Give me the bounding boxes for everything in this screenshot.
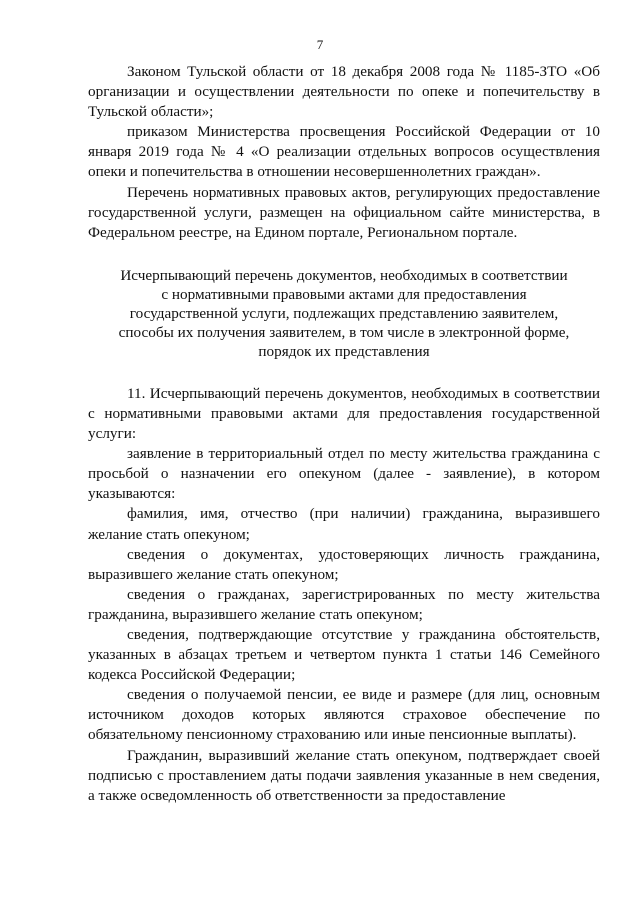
paragraph-registered-citizens: сведения о гражданах, зарегистрированных по месту жительства гражданина, выразившего желание стать опекуном;	[88, 585, 600, 623]
page-number: 7	[316, 37, 324, 52]
paragraph-signature: Гражданин, выразивший желание стать опекуном, подтверждает своей подписью с проставлением даты подачи заявления указанные в нем сведения, а также осведомленность об ответственности за предоставление	[88, 746, 600, 804]
paragraph-law-tula: Законом Тульской области от 18 декабря 2008 года № 1185-ЗТО «Об организации и осуществлении деятельности по опеке и попечительству в Тульской области»;	[88, 63, 600, 121]
section-heading-line: государственной услуги, подлежащих представлению заявителем,	[129, 304, 559, 322]
section-heading-line: порядок их представления	[258, 342, 430, 360]
paragraph-full-name: фамилия, имя, отчество (при наличии) гражданина, выразившего желание стать опекуном;	[88, 505, 600, 543]
section-heading-line: с нормативными правовыми актами для предоставления	[161, 285, 527, 303]
paragraph-application: заявление в территориальный отдел по месту жительства гражданина с просьбой о назначении его опекуном (далее - заявление), в котором указываются:	[88, 445, 600, 503]
section-heading-line: способы их получения заявителем, в том числе в электронной форме,	[118, 323, 570, 341]
document-body	[88, 62, 600, 806]
paragraph-identity-docs: сведения о документах, удостоверяющих личность гражданина, выразившего желание стать опекуном;	[88, 545, 600, 583]
section-heading	[88, 266, 600, 361]
paragraph-circumstances: сведения, подтверждающие отсутствие у гражданина обстоятельств, указанных в абзацах третьем и четвертом пункта 1 статьи 146 Семейного кодекса Российской Федерации;	[88, 625, 600, 684]
paragraph-item-11: 11. Исчерпывающий перечень документов, необходимых в соответствии с нормативными правовыми актами для предоставления государственной услуги:	[88, 384, 600, 443]
paragraph-order-ministry: приказом Министерства просвещения Российской Федерации от 10 января 2019 года № 4 «О реализации отдельных вопросов осуществления опеки и попечительства в отношении несовершеннолетних граждан».	[88, 123, 600, 181]
section-heading-line: Исчерпывающий перечень документов, необходимых в соответствии	[120, 266, 568, 284]
paragraph-pension: сведения о получаемой пенсии, ее виде и размере (для лиц, основным источником доходов которых являются страховое обеспечение по обязательному пенсионному страхованию или иные пенсионные выплаты).	[88, 686, 600, 744]
paragraph-list-acts: Перечень нормативных правовых актов, регулирующих предоставление государственной услуги, размещен на официальном сайте министерства, в Федеральном реестре, на Едином портале, Региональном портале.	[88, 183, 600, 241]
